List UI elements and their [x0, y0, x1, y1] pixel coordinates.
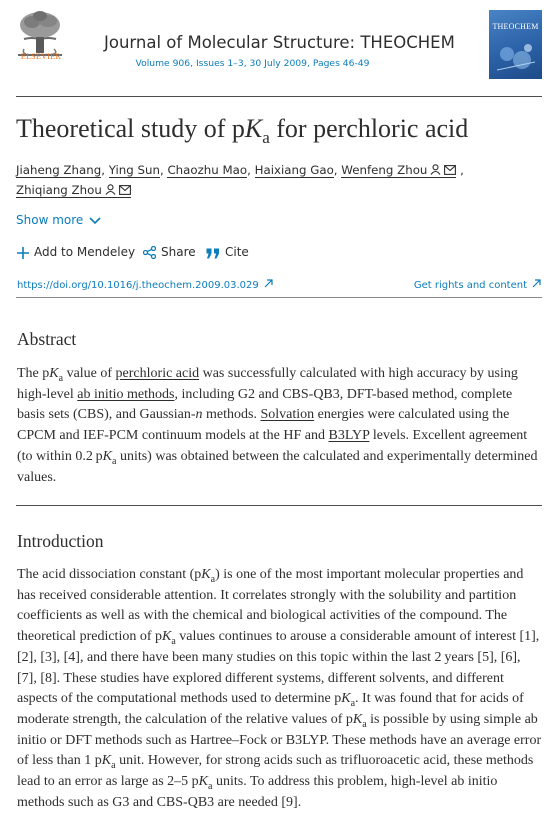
- journal-header: [0, 0, 553, 88]
- author-link[interactable]: Jiaheng Zhang: [16, 163, 102, 177]
- ab-initio-methods-link[interactable]: ab initio methods: [77, 386, 175, 402]
- article-title: Theoretical study of $pK_a$ for perchloric acid: [16, 114, 469, 148]
- b3lyp-link[interactable]: B3LYP: [328, 428, 370, 444]
- author-list: Jiaheng Zhang, Ying Sun, Chaozhu Mao, Haixiang Gao, Wenfeng Zhou , Zhiqiang Zhou: [16, 163, 464, 197]
- journal-issue-link[interactable]: Volume 906, Issues 1–3, 30 July 2009, Pages 46-49: [135, 58, 370, 69]
- external-link-icon: [264, 279, 273, 288]
- show-more-button[interactable]: Show more: [16, 213, 101, 227]
- author-link[interactable]: Wenfeng Zhou: [341, 163, 456, 178]
- mail-icon: [119, 185, 131, 195]
- header-divider: [16, 96, 542, 97]
- chevron-down-icon: [89, 216, 101, 225]
- abstract-text: The $pK_a$ value of perchloric acid was successfully calculated with high accuracy by using high-level ab initio methods, including G2 and CBS-QB3, DFT-based method, complete basis sets (CBS), and Gaussian-n methods. Solvation energies were calculated using the CPCM and IEF-PCM continuum models at the HF and B3LYP levels. Excellent agreement (to within 0.2 $pK_a$ units) was obtained between the calculated and experimentally determined values.: [17, 366, 538, 485]
- perchloric-acid-link[interactable]: perchloric acid: [115, 366, 200, 381]
- introduction-heading: Introduction: [17, 531, 104, 551]
- section-divider: [16, 505, 542, 506]
- journal-title[interactable]: Journal of Molecular Structure: THEOCHEM: [104, 33, 455, 52]
- author-link[interactable]: Ying Sun: [108, 163, 160, 177]
- quote-icon: [206, 248, 220, 259]
- plus-icon: [17, 247, 29, 259]
- meta-divider: [16, 297, 542, 298]
- mail-icon: [444, 165, 456, 175]
- author-link[interactable]: Haixiang Gao: [254, 163, 334, 177]
- cover-title: THEOCHEM: [492, 22, 539, 31]
- person-icon: [430, 164, 441, 175]
- author-link[interactable]: Zhiqiang Zhou: [16, 183, 131, 198]
- rights-link[interactable]: Get rights and content: [414, 279, 541, 291]
- introduction-text: The acid dissociation constant $(pK_a)$ is one of the most important molecular properties and has received considerable attention. It correlates strongly with the solubility and partition coefficients as well as with the chemical and biological activities of the compound. The theoretical prediction of $pK_a$ values continues to arouse a considerable amount of interest [1], [2], [3], [4], and there have been many studies on this topic within the last 2 years [5], [6], [7], [8]. These studies have explored different systems, different solvents, and different aspects of the computational methods used to determine $pK_a$. It was found that for acids of moderate strength, the calculation of the relative values of $pK_a$ is possible by using simple ab initio or DFT methods such as Hartree–Fock or B3LYP. These methods have an average error of less than 1 $pK_a$ unit. However, for strong acids such as trifluoroacetic acid, these methods lead to an error as large as 2–5 $pK_a$ units. To address this problem, high-level ab initio methods such as G3 and CBS-QB3 are needed [9].: [17, 567, 542, 810]
- solvation-link[interactable]: Solvation: [260, 407, 315, 423]
- share-button[interactable]: Share: [143, 245, 196, 259]
- journal-cover[interactable]: [489, 10, 542, 79]
- author-link[interactable]: Chaozhu Mao: [167, 163, 248, 177]
- publisher-logo-text: ELSEVIER: [20, 52, 62, 61]
- abstract-heading: Abstract: [17, 329, 77, 349]
- person-icon: [105, 184, 116, 195]
- add-to-mendeley-button[interactable]: Add to Mendeley: [17, 245, 135, 259]
- doi-link[interactable]: https://doi.org/10.1016/j.theochem.2009.03.029: [17, 279, 273, 291]
- external-link-icon: [532, 279, 541, 288]
- share-icon: [143, 246, 156, 259]
- cite-button[interactable]: Cite: [206, 245, 249, 259]
- cover-art: [495, 40, 537, 74]
